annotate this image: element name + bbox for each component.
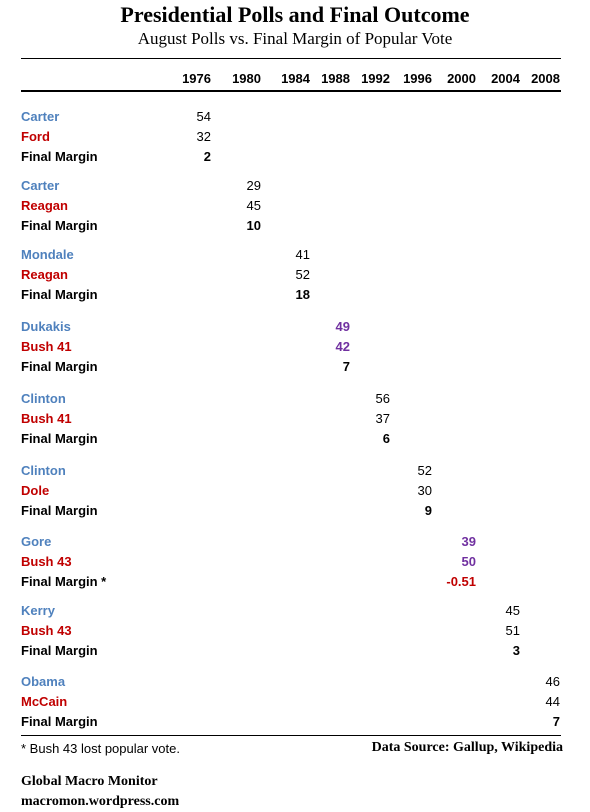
candidate-label: Reagan	[21, 267, 68, 282]
poll-value: 54	[196, 109, 211, 124]
column-header-1988: 1988	[321, 71, 350, 86]
poll-value: 41	[295, 247, 310, 262]
final-margin-label: Final Margin	[21, 359, 98, 374]
footnote: * Bush 43 lost popular vote.	[21, 741, 180, 756]
final-margin-label: Final Margin	[21, 287, 98, 302]
poll-value: 37	[375, 411, 390, 426]
poll-value: 32	[196, 129, 211, 144]
candidate-label: Carter	[21, 109, 60, 124]
chart-subtitle: August Polls vs. Final Margin of Popular Vote	[137, 29, 453, 48]
candidate-label: Reagan	[21, 198, 68, 213]
brand-name: Global Macro Monitor	[21, 774, 158, 789]
poll-value: 50	[461, 554, 476, 569]
candidate-label: Dukakis	[21, 319, 71, 334]
poll-value: 49	[335, 319, 350, 334]
data-source: Data Source: Gallup, Wikipedia	[371, 740, 563, 755]
poll-value: 51	[505, 623, 520, 638]
column-header-1984: 1984	[281, 71, 310, 86]
poll-value: 52	[417, 463, 432, 478]
final-margin-value: 3	[512, 643, 520, 658]
poll-value: 44	[545, 694, 560, 709]
poll-value: 29	[246, 178, 261, 193]
chart-title: Presidential Polls and Final Outcome	[120, 2, 470, 27]
candidate-label: Ford	[21, 129, 50, 144]
brand-url: macromon.wordpress.com	[21, 794, 180, 809]
bottom-rule	[21, 735, 561, 736]
candidate-label: Obama	[21, 674, 66, 689]
candidate-label: Clinton	[21, 391, 66, 406]
final-margin-value: 7	[342, 359, 350, 374]
poll-value: 45	[246, 198, 261, 213]
candidate-label: Bush 43	[21, 554, 72, 569]
poll-value: 52	[295, 267, 310, 282]
candidate-label: Dole	[21, 483, 50, 498]
candidate-label: McCain	[21, 694, 68, 709]
final-margin-value: 9	[424, 503, 432, 518]
column-header-2004: 2004	[491, 71, 520, 86]
candidate-label: Gore	[21, 534, 52, 549]
final-margin-label: Final Margin	[21, 149, 98, 164]
poll-value: 30	[417, 483, 432, 498]
final-margin-value: -0.51	[446, 574, 476, 589]
poll-value: 46	[545, 674, 560, 689]
column-header-1980: 1980	[232, 71, 261, 86]
column-header-2000: 2000	[447, 71, 476, 86]
final-margin-value: 18	[295, 287, 310, 302]
poll-value: 39	[461, 534, 476, 549]
candidate-label: Carter	[21, 178, 60, 193]
candidate-label: Bush 41	[21, 339, 72, 354]
final-margin-label: Final Margin	[21, 714, 98, 729]
poll-value: 42	[335, 339, 350, 354]
final-margin-value: 7	[552, 714, 560, 729]
final-margin-value: 10	[246, 218, 261, 233]
poll-value: 56	[375, 391, 390, 406]
column-header-1976: 1976	[182, 71, 211, 86]
candidate-label: Clinton	[21, 463, 66, 478]
column-header-1992: 1992	[361, 71, 390, 86]
candidate-label: Kerry	[21, 603, 55, 618]
poll-value: 45	[505, 603, 520, 618]
column-header-1996: 1996	[403, 71, 432, 86]
final-margin-label: Final Margin	[21, 218, 98, 233]
column-header-2008: 2008	[531, 71, 560, 86]
final-margin-value: 6	[382, 431, 390, 446]
candidate-label: Mondale	[21, 247, 74, 262]
final-margin-label: Final Margin	[21, 503, 98, 518]
candidate-label: Bush 41	[21, 411, 72, 426]
final-margin-label: Final Margin	[21, 643, 98, 658]
final-margin-label: Final Margin *	[21, 574, 107, 589]
final-margin-value: 2	[203, 149, 211, 164]
final-margin-label: Final Margin	[21, 431, 98, 446]
candidate-label: Bush 43	[21, 623, 72, 638]
